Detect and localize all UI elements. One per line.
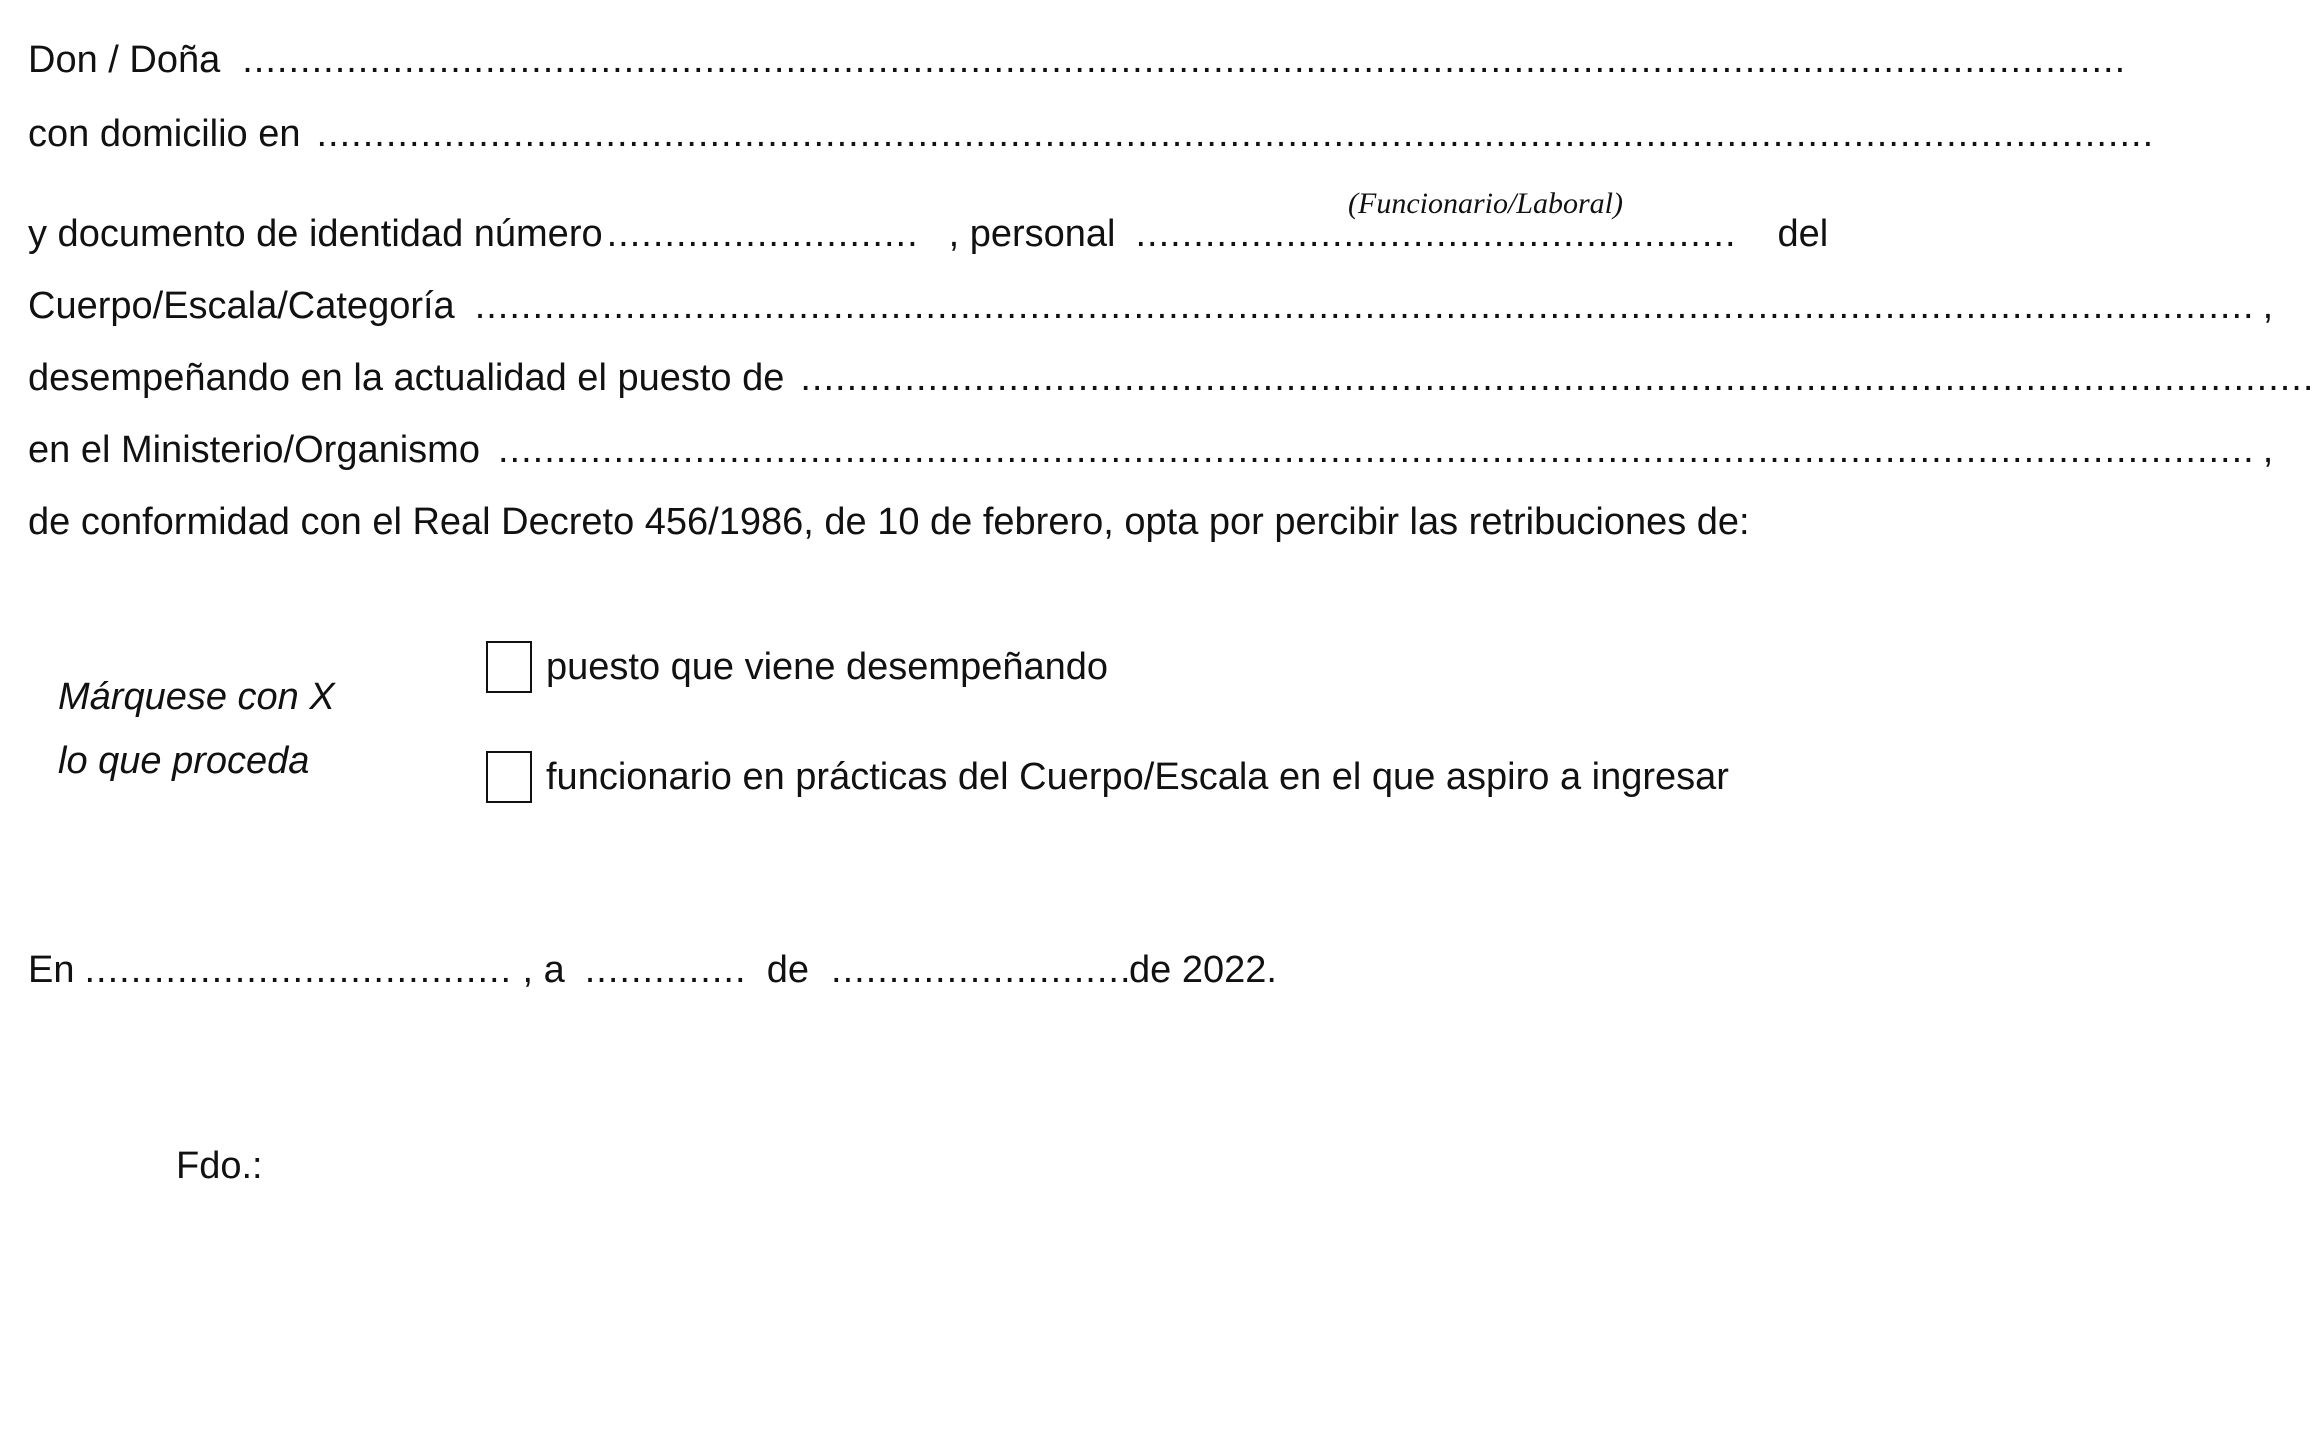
day-field[interactable]: .............. bbox=[584, 949, 747, 991]
current-position-label: puesto que viene desempeñando bbox=[546, 646, 1109, 688]
staff-label: , personal bbox=[948, 213, 1116, 255]
ministry-field[interactable]: ........................................................................................................................................................ bbox=[497, 429, 2255, 471]
option-trainee bbox=[486, 751, 1729, 803]
name-field[interactable]: ................................................................................................................................................................... bbox=[242, 39, 2127, 81]
address-line bbox=[28, 108, 2155, 160]
id-line bbox=[28, 208, 1925, 260]
name-label: Don / Doña bbox=[28, 39, 221, 81]
mark-instruction-line1: Márquese con X bbox=[58, 676, 335, 718]
date-a-label: , a bbox=[522, 949, 565, 991]
corps-label: Cuerpo/Escala/Categoría bbox=[28, 285, 455, 327]
ministry-comma: , bbox=[2262, 429, 2274, 471]
place-field[interactable]: ..................................... bbox=[84, 949, 513, 991]
signature-label: Fdo.: bbox=[176, 1145, 263, 1187]
position-label: desempeñando en la actualidad el puesto de bbox=[28, 357, 785, 399]
decree-text: de conformidad con el Real Decreto 456/1986, de 10 de febrero, opta por percibir las retribuciones de: bbox=[28, 501, 1750, 543]
staff-type-hint: (Funcionario/Laboral) bbox=[1348, 187, 1623, 220]
position-line bbox=[28, 352, 2314, 404]
date-line bbox=[28, 944, 1277, 996]
ministry-label: en el Ministerio/Organismo bbox=[28, 429, 480, 471]
date-de-label: de bbox=[766, 949, 810, 991]
staff-type-field[interactable]: .................................................... bbox=[1135, 213, 1737, 255]
corps-line bbox=[28, 280, 2274, 332]
del-label: del bbox=[1777, 213, 1829, 255]
ministry-line bbox=[28, 424, 2274, 476]
trainee-label: funcionario en prácticas del Cuerpo/Escala en el que aspiro a ingresar bbox=[546, 756, 1729, 798]
trainee-checkbox[interactable] bbox=[486, 751, 532, 803]
id-number-field[interactable]: ........................... bbox=[606, 213, 919, 255]
option-current-position bbox=[486, 641, 1108, 693]
id-label: y documento de identidad número bbox=[28, 213, 603, 255]
name-line bbox=[28, 34, 2127, 86]
corps-comma: , bbox=[2262, 285, 2274, 327]
position-field[interactable]: ................................................................................................................................... bbox=[800, 357, 2314, 399]
year-label: de 2022. bbox=[1129, 949, 1277, 991]
mark-instruction bbox=[58, 665, 335, 793]
date-en-label: En bbox=[28, 949, 75, 991]
corps-field[interactable]: .......................................................................................................................................................... bbox=[474, 285, 2255, 327]
address-field[interactable]: ............................................................................................................................................................... bbox=[316, 113, 2155, 155]
month-field[interactable]: .......................... bbox=[831, 949, 1132, 991]
current-position-checkbox[interactable] bbox=[486, 641, 532, 693]
decree-line bbox=[28, 496, 1925, 548]
mark-instruction-line2: lo que proceda bbox=[58, 740, 310, 782]
address-label: con domicilio en bbox=[28, 113, 301, 155]
